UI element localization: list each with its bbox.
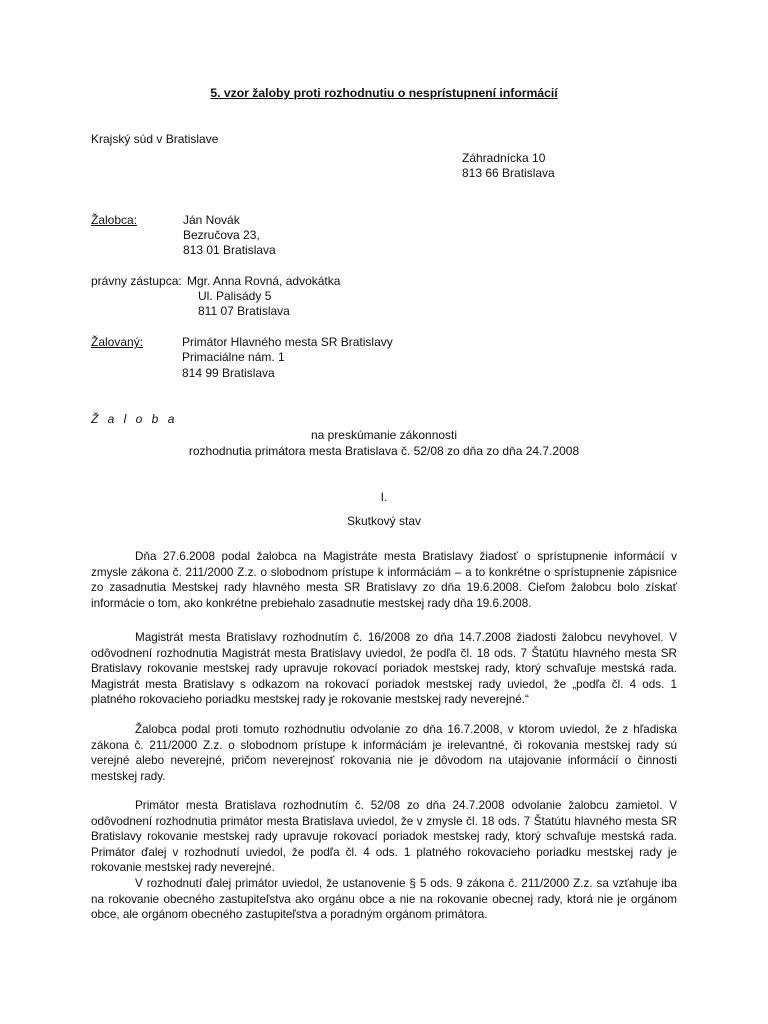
defendant-city: 814 99 Bratislava [182, 366, 275, 380]
paragraph-4-text: Primátor mesta Bratislava rozhodnutím č. 52/08 zo dňa 24.7.2008 odvolanie žalobcu zamietol. V odôvodnení rozhodnutia primátor mesta Bratislava uviedol, že v zmysle čl. 18 ods. 7 Štatútu hlavného mesta SR Bratislavy rokovanie mestskej rady upravuje rokovací poriadok mestskej rady, ktorý schvaľuje mestská rada. Primátor ďalej v rozhodnutí uviedol, že podľa čl. 4 ods. 1 platného rokovacieho poriadku mestskej rady je rokovanie mestskej rady neverejné. [91, 799, 677, 875]
plaintiff-name: Ján Novák [183, 213, 240, 227]
court-city: 813 66 Bratislava [462, 166, 555, 180]
representative-name: Mgr. Anna Rovná, advokátka [187, 274, 341, 288]
paragraph-4 [91, 798, 677, 876]
paragraph-5-text: V rozhodnutí ďalej primátor uviedol, že ustanovenie § 5 ods. 9 zákona č. 211/2000 Z.z. sa vzťahuje iba na rokovanie obecného zastupiteľstva ako orgánu obce a nie na rokovanie obecnej rady, ktorá nie je orgánom obce, ale orgánom obecného zastupiteľstva a poradným orgánom primátora. [91, 877, 677, 922]
paragraph-2 [91, 630, 677, 708]
court-name: Krajský súd v Bratislave [91, 132, 219, 146]
section-name: Skutkový stav [346, 514, 422, 528]
defendant-name: Primátor Hlavného mesta SR Bratislavy [182, 335, 393, 349]
heading-line-2: rozhodnutia primátora mesta Bratislava č. 52/08 zo dňa zo dňa 24.7.2008 [188, 444, 580, 458]
representative-city: 811 07 Bratislava [198, 304, 290, 318]
paragraph-5 [91, 876, 677, 923]
representative-street: Ul. Palisády 5 [198, 289, 272, 303]
heading-line-1: na preskúmanie zákonnosti [310, 428, 458, 442]
plaintiff-city: 813 01 Bratislava [183, 243, 276, 257]
paragraph-1-text: Dňa 27.6.2008 podal žalobca na Magistráte mesta Bratislavy žiadosť o sprístupnenie informácií v zmysle zákona č. 211/2000 Z.z. o slobodnom prístupe k informáciám – a to konkrétne o sprístupnenie zápisnice zo zasadnutia Mestskej rady hlavného mesta SR Bratislavy zo dňa 19.6.2008. Cieľom žalobcu bolo získať informácie o tom, ako konkrétne prebiehalo zasadnutie mestskej rady dňa 19.6.2008. [91, 550, 677, 610]
defendant-label: Žalovaný: [91, 335, 144, 349]
paragraph-1 [91, 549, 677, 611]
paragraph-3 [91, 722, 677, 784]
document-title: 5. vzor žaloby proti rozhodnutiu o nesprístupnení informácií [210, 86, 558, 100]
representative-label: právny zástupca: [91, 274, 182, 288]
paragraph-3-text: Žalobca podal proti tomuto rozhodnutiu odvolanie zo dňa 16.7.2008, v ktorom uviedol, že z hľadiska zákona č. 211/2000 Z.z. o slobodnom prístupe k informáciám je irelevantné, či rokovania mestskej rady sú verejné alebo neverejné, pričom neverejnosť rokovania nie je dôvodom na utajovanie informácií o činnosti mestskej rady. [91, 723, 677, 783]
plaintiff-street: Bezručova 23, [183, 228, 260, 242]
plaintiff-label: Žalobca: [91, 213, 138, 227]
section-number: I. [380, 490, 388, 504]
defendant-street: Primaciálne nám. 1 [182, 350, 285, 364]
zaloba-heading: Ž a l o b a [91, 412, 178, 426]
court-street: Záhradnícka 10 [462, 151, 546, 165]
paragraph-2-text: Magistrát mesta Bratislavy rozhodnutím č. 16/2008 zo dňa 14.7.2008 žiadosti žalobcu nevyhovel. V odôvodnení rozhodnutia Magistrát mesta Bratislavy uviedol, že podľa čl. 18 ods. 7 Štatútu hlavného mesta SR Bratislavy rokovanie mestskej rady upravuje rokovací poriadok mestskej rady, ktorý schvaľuje mestská rada. Magistrát mesta Bratislavy s odkazom na rokovací poriadok mestskej rady uviedol, že „podľa čl. 4 ods. 1 platného rokovacieho poriadku mestskej rady je rokovanie mestskej rady neverejné.“ [91, 631, 677, 707]
